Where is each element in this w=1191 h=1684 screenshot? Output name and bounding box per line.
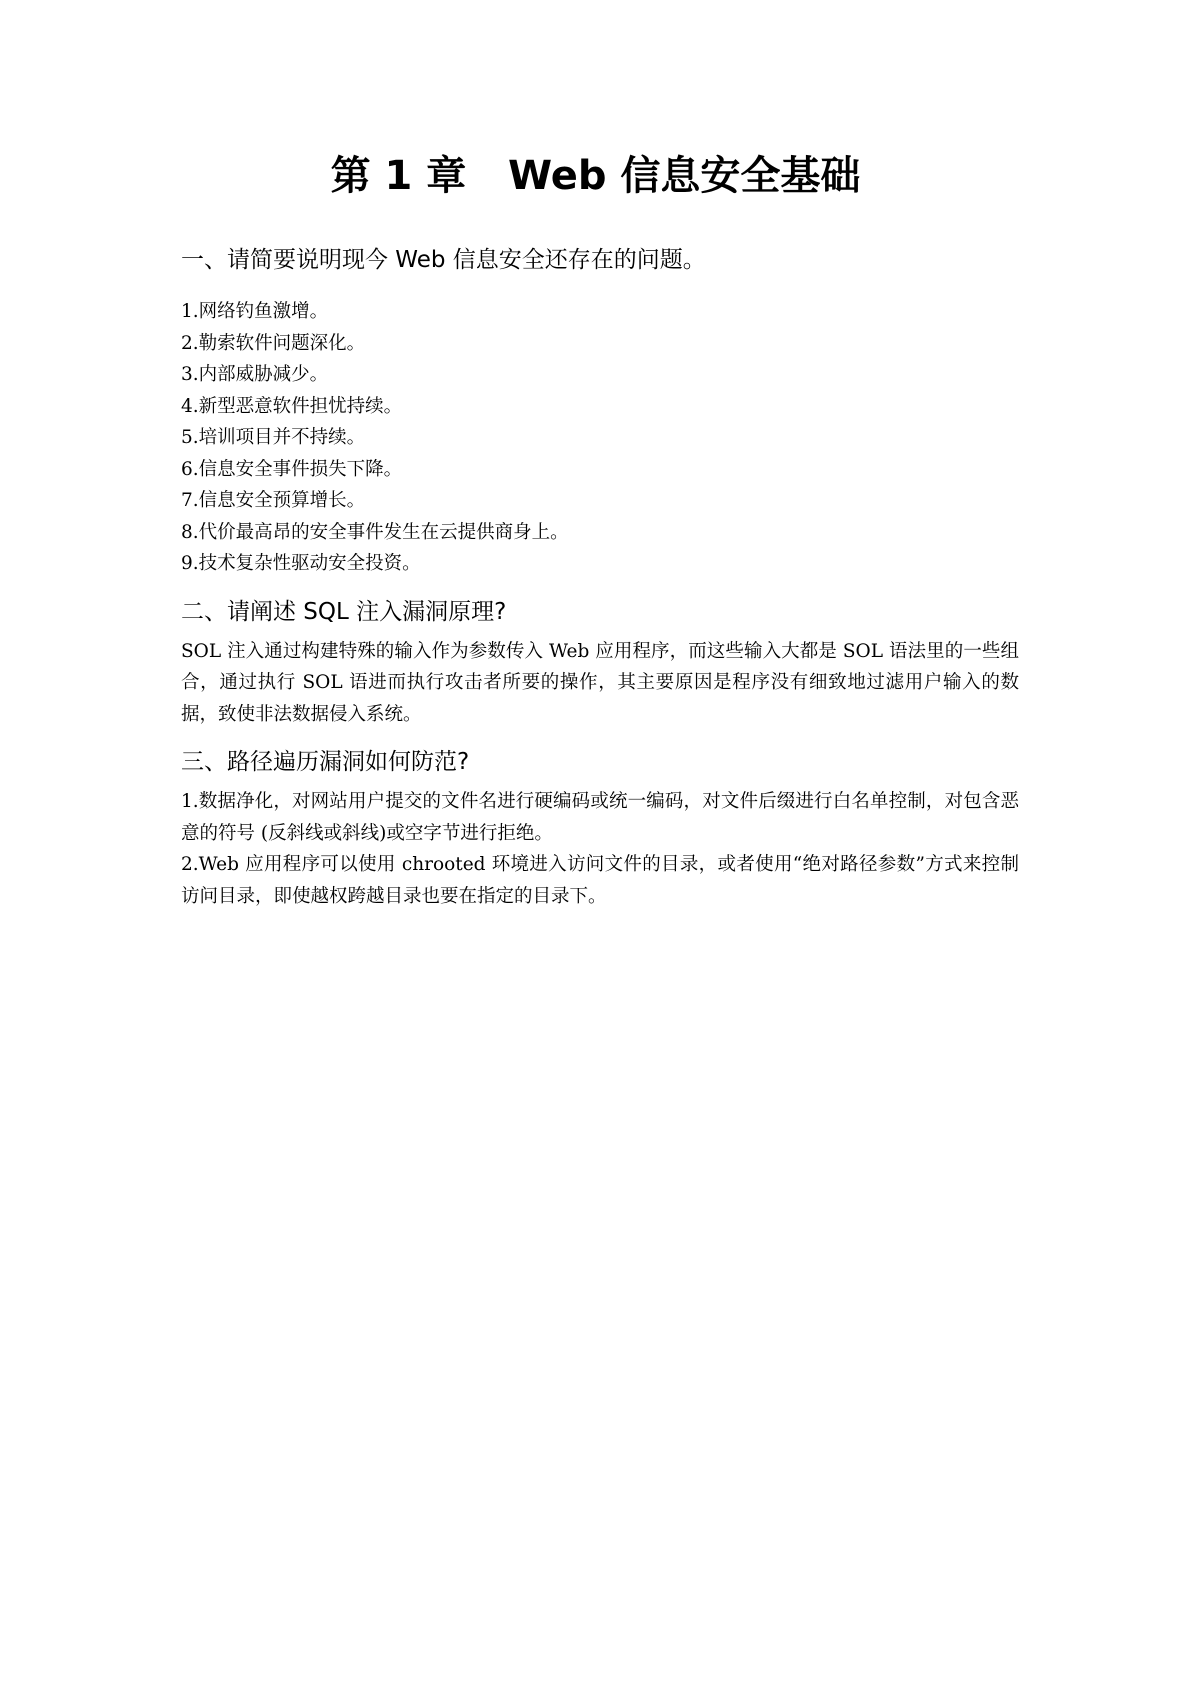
section-heading-3: 三、路径遍历漏洞如何防范? xyxy=(181,749,470,775)
list-item: 4.新型恶意软件担忧持续。 xyxy=(181,395,403,417)
list-item: 6.信息安全事件损失下降。 xyxy=(181,458,403,480)
section-heading-1: 一、请简要说明现今 Web 信息安全还存在的问题。 xyxy=(181,247,706,273)
sql-injection-paragraph: SOL 注入通过构建特殊的输入作为参数传入 Web 应用程序，而这些输入大都是 SOL 语法里的一些组合，通过执行 SOL 语进而执行攻击者所要的操作，其主要原因是程序没有细致地过滤用户输入的数据，致使非法数据侵入系统。 xyxy=(181,640,1019,725)
list-item: 7.信息安全预算增长。 xyxy=(181,490,366,511)
list-item: 8.代价最高昂的安全事件发生在云提供商身上。 xyxy=(181,521,569,543)
list-item: 1.网络钓鱼激增。 xyxy=(181,301,329,322)
list-item: 5.培训项目并不持续。 xyxy=(181,427,366,448)
section-heading-2: 二、请阐述 SQL 注入漏洞原理? xyxy=(181,598,507,625)
problem-list xyxy=(181,296,1019,580)
list-item: 9.技术复杂性驱动安全投资。 xyxy=(181,553,421,574)
list-item: 3.内部威胁减少。 xyxy=(181,364,329,385)
path-traversal-paragraph-1: 1.数据净化，对网站用户提交的文件名进行硬编码或统一编码，对文件后缀进行白名单控制，对包含恶意的符号 (反斜线或斜线)或空字节进行拒绝。 xyxy=(181,791,1019,844)
document-body xyxy=(181,242,1019,912)
list-item: 2.勒索软件问题深化。 xyxy=(181,332,366,354)
path-traversal-paragraph-2: 2.Web 应用程序可以使用 chrooted 环境进入访问文件的目录，或者使用“绝对路径参数”方式来控制访问目录，即使越权跨越目录也要在指定的目录下。 xyxy=(181,854,1019,907)
chapter-title: 第 1 章 Web 信息安全基础 xyxy=(330,153,861,199)
